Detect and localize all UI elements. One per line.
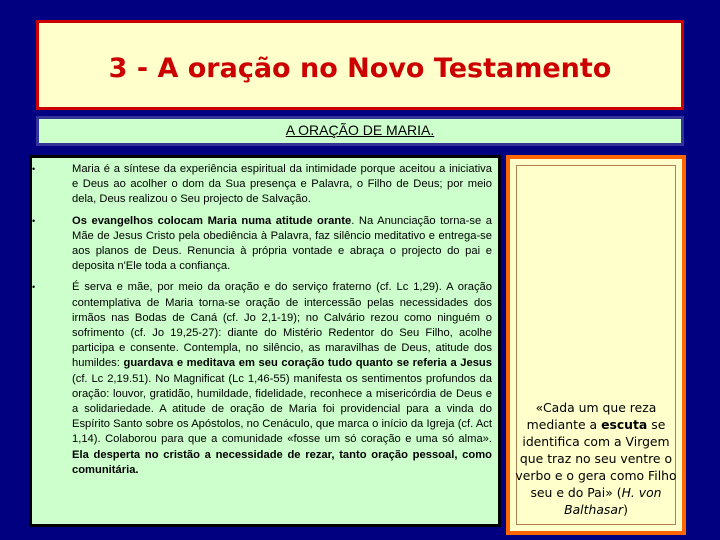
content-box bbox=[29, 155, 501, 527]
bullet-item-3 bbox=[32, 280, 492, 478]
quote-bold: escuta bbox=[601, 417, 648, 432]
bullet-text bbox=[72, 280, 492, 478]
bullet-item-1 bbox=[32, 162, 492, 208]
bullet-icon: • bbox=[32, 215, 36, 226]
bold-text: guardava e meditava em seu coração tudo quanto se referia a Jesus bbox=[123, 357, 492, 370]
subtitle-box bbox=[36, 116, 684, 146]
plain-text: Maria é a síntese da experiência espiritual da intimidade porque aceitou a iniciativa e Deus ao acolher o dom da Sua presença e Palavra, o Filho de Deus; por meio dela, Deus realizou o Seu projecto de Salvação. bbox=[72, 163, 492, 206]
bullet-icon: • bbox=[32, 282, 36, 293]
bullet-item-2 bbox=[32, 214, 492, 275]
title-box bbox=[36, 20, 684, 110]
plain-text: (cf. Lc 2,19.51). No Magnificat (Lc 1,46-55) manifesta os sentimentos profundos da oração: louvor, gratidão, humildade, fidelidade, reconhece a misericórdia de Deus e a solidariedade. A atitude de oração de Maria foi providencial para a vinda do Espírito Santo sobre os Apóstolos, no Cenáculo, que marca o início da Igreja (cf. Act 1,14). Colaborou para que a comunidade «fosse um só coração e uma só alma». bbox=[72, 372, 492, 446]
quote-box bbox=[506, 155, 686, 535]
section-subtitle: A ORAÇÃO DE MARIA. bbox=[285, 122, 435, 138]
bold-text: Os evangelhos colocam Maria numa atitude orante bbox=[72, 214, 352, 227]
bold-text: Ela desperta no cristão a necessidade de rezar, tanto oração pessoal, como comunitária. bbox=[72, 448, 492, 476]
quote-author: H. von Balthasar bbox=[564, 485, 662, 517]
plain-text: É serva e mãe, por meio da oração e do serviço fraterno (cf. Lc 1,29). A oração contemplativa de Maria torna-se oração de intercessão pelas necessidades dos irmãos nas Bodas de Caná (cf. Jo 2,1-19); no Calvário rezou como ninguém o sofrimento (cf. Jo 19,25-27): diante do Mistério Redentor do Seu Filho, acolhe participa e consente. Contempla, no silêncio, as maravilhas de Deus, atitude dos humildes: bbox=[72, 281, 492, 370]
quote-part: ) bbox=[623, 502, 628, 517]
bullet-text bbox=[72, 214, 492, 275]
slide-title: 3 - A oração no Novo Testamento bbox=[108, 53, 612, 84]
quote-part: se identifica com a Virgem que traz no seu ventre o verbo e o gera como Filho seu e do Pai» ( bbox=[515, 417, 677, 500]
bullet-text bbox=[72, 162, 492, 208]
bullet-icon: • bbox=[32, 164, 36, 174]
quote-part: «Cada um que reza mediante a bbox=[526, 400, 657, 432]
quote-text bbox=[514, 399, 678, 518]
plain-text: . Na Anunciação torna-se a Mãe de Jesus Cristo pela obediência à Palavra, faz silêncio meditativo e entrega-se aos planos de Deus. Renuncia à própria vontade e abraça o projecto do pai e deposita n'Ele toda a confiança. bbox=[72, 214, 492, 273]
